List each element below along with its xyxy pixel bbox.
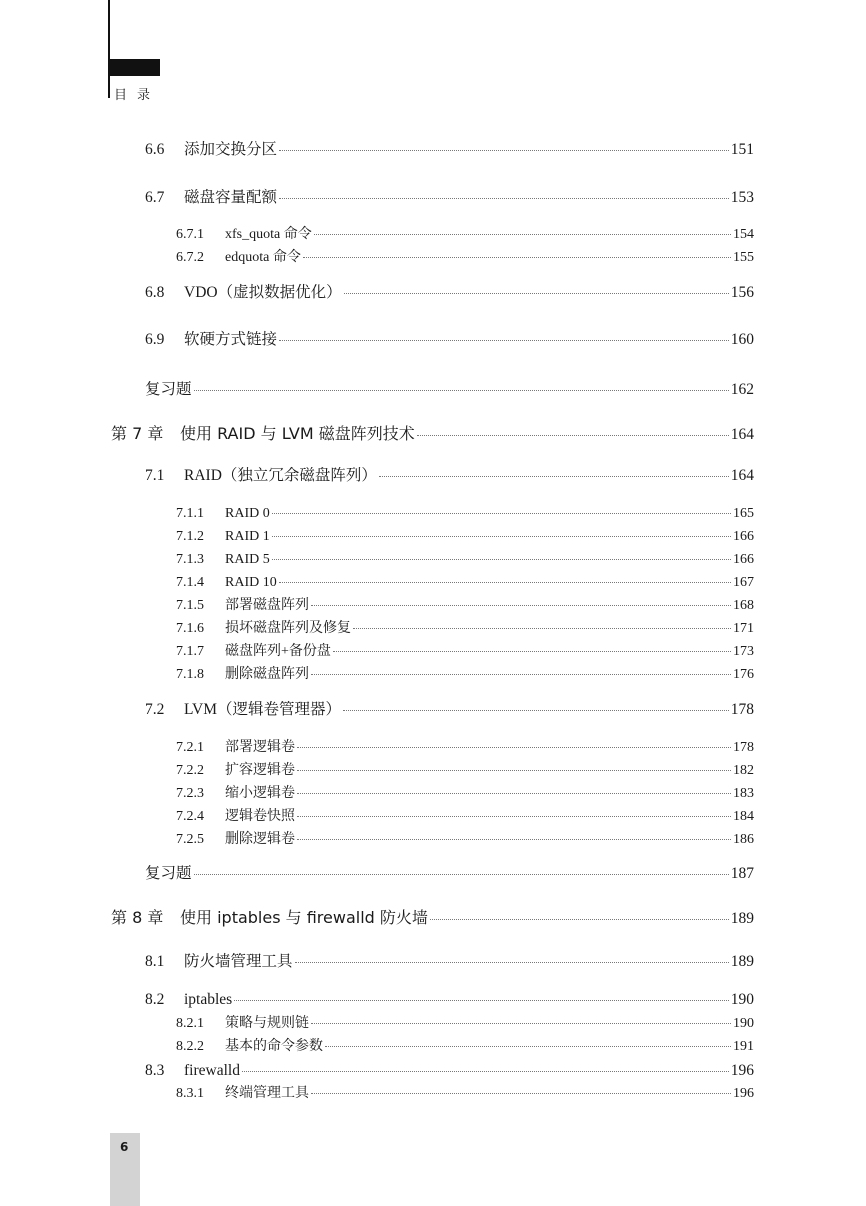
entry-title: RAID 1 — [225, 529, 270, 544]
dot-leader — [297, 733, 731, 748]
entry-title: 复习题 — [145, 865, 192, 882]
entry-number: 7.1.3 — [176, 552, 204, 567]
toc-entry-subsection[interactable] — [176, 246, 754, 266]
entry-page: 153 — [730, 189, 754, 206]
toc-entry-subsection[interactable] — [176, 805, 754, 825]
entry-page: 165 — [733, 506, 754, 521]
entry-number: 6.8 — [145, 284, 165, 301]
entry-title: 基本的命令参数 — [225, 1039, 323, 1054]
entry-number: 8.2.1 — [176, 1016, 204, 1031]
entry-title: 防火墙管理工具 — [184, 953, 293, 970]
entry-number: 7.1 — [145, 467, 165, 484]
entry-title: 损坏磁盘阵列及修复 — [225, 621, 351, 636]
toc-entry-section[interactable] — [145, 1058, 754, 1080]
dot-leader — [279, 325, 729, 342]
entry-title: 删除磁盘阵列 — [225, 667, 309, 682]
entry-title: RAID 5 — [225, 552, 270, 567]
chapter-title: 使用 iptables 与 firewalld 防火墙 — [180, 908, 428, 927]
dot-leader — [303, 243, 731, 258]
dot-leader — [344, 278, 729, 295]
entry-number: 6.7 — [145, 189, 165, 206]
toc-entry-section[interactable] — [145, 697, 754, 719]
entry-title: RAID 0 — [225, 506, 270, 521]
toc-entry-chapter[interactable] — [111, 905, 754, 928]
dot-leader — [279, 183, 729, 200]
entry-page: 184 — [733, 809, 754, 824]
dot-leader — [353, 614, 731, 629]
entry-title: 添加交换分区 — [184, 141, 278, 158]
dot-leader — [311, 1079, 731, 1094]
entry-number: 6.7.1 — [176, 227, 204, 242]
entry-number: 7.2.3 — [176, 786, 204, 801]
toc-entry-chapter[interactable] — [111, 421, 754, 444]
entry-title: iptables — [184, 990, 233, 1008]
toc-entry-review[interactable] — [145, 861, 754, 883]
toc-entry-section[interactable] — [145, 185, 754, 207]
toc-entry-subsection[interactable] — [176, 525, 754, 545]
entry-number: 7.1.1 — [176, 506, 204, 521]
entry-title: firewalld — [184, 1061, 240, 1079]
dot-leader — [314, 220, 731, 235]
entry-page: 190 — [733, 1016, 754, 1031]
entry-page: 154 — [733, 227, 754, 242]
dot-leader — [272, 522, 731, 537]
entry-number: 7.1.8 — [176, 667, 204, 682]
header-block — [110, 59, 160, 76]
entry-page: 151 — [730, 141, 754, 158]
dot-leader — [194, 375, 729, 392]
chapter-number: 第 8 章 — [111, 908, 164, 927]
dot-leader — [311, 591, 731, 606]
entry-number: 7.1.5 — [176, 598, 204, 613]
entry-page: 189 — [730, 910, 754, 927]
entry-title: 软硬方式链接 — [184, 331, 278, 348]
toc-entry-section[interactable] — [145, 949, 754, 971]
dot-leader — [242, 1055, 729, 1072]
toc-entry-subsection[interactable] — [176, 663, 754, 683]
entry-title: xfs_quota 命令 — [225, 227, 312, 242]
dot-leader — [194, 859, 729, 876]
toc-entry-subsection[interactable] — [176, 223, 754, 243]
entry-number: 7.1.6 — [176, 621, 204, 636]
entry-page: 196 — [730, 1061, 754, 1079]
entry-number: 8.2 — [145, 990, 165, 1008]
dot-leader — [297, 756, 731, 771]
toc-entry-subsection[interactable] — [176, 502, 754, 522]
entry-title: RAID（独立冗余磁盘阵列） — [184, 467, 377, 484]
entry-title: 策略与规则链 — [225, 1016, 309, 1031]
dot-leader — [272, 499, 731, 514]
dot-leader — [311, 660, 731, 675]
dot-leader — [333, 637, 731, 652]
entry-page: 171 — [733, 621, 754, 636]
toc-entry-subsection[interactable] — [176, 617, 754, 637]
entry-title: 部署逻辑卷 — [225, 740, 295, 755]
entry-number: 6.7.2 — [176, 250, 204, 265]
entry-number: 7.2.5 — [176, 832, 204, 847]
entry-page: 183 — [733, 786, 754, 801]
entry-title: 磁盘阵列+备份盘 — [225, 644, 331, 659]
entry-page: 167 — [733, 575, 754, 590]
toc-entry-subsection[interactable] — [176, 782, 754, 802]
entry-page: 191 — [733, 1039, 754, 1054]
chapter-number: 第 7 章 — [111, 424, 164, 443]
toc-entry-section[interactable] — [145, 280, 754, 302]
toc-entry-subsection[interactable] — [176, 548, 754, 568]
entry-title: 复习题 — [145, 381, 192, 398]
toc-entry-subsection[interactable] — [176, 828, 754, 848]
entry-page: 196 — [733, 1086, 754, 1101]
entry-page: 164 — [730, 426, 754, 443]
entry-page: 173 — [733, 644, 754, 659]
entry-number: 7.2.4 — [176, 809, 204, 824]
entry-number: 8.2.2 — [176, 1039, 204, 1054]
toc-entry-section[interactable] — [145, 327, 754, 349]
dot-leader — [343, 695, 729, 712]
toc-entry-subsection[interactable] — [176, 594, 754, 614]
dot-leader — [379, 461, 729, 478]
toc-entry-subsection[interactable] — [176, 1035, 754, 1055]
entry-number: 8.3 — [145, 1061, 165, 1079]
entry-title: 逻辑卷快照 — [225, 809, 295, 824]
entry-page: 190 — [730, 990, 754, 1008]
entry-page: 178 — [733, 740, 754, 755]
dot-leader — [234, 984, 729, 1001]
toc-entry-subsection[interactable] — [176, 1082, 754, 1102]
toc-entry-subsection[interactable] — [176, 571, 754, 591]
entry-title: 部署磁盘阵列 — [225, 598, 309, 613]
toc-entry-section[interactable] — [145, 987, 754, 1009]
entry-number: 7.2 — [145, 701, 165, 718]
entry-page: 162 — [730, 381, 754, 398]
entry-page: 166 — [733, 552, 754, 567]
entry-number: 8.3.1 — [176, 1086, 204, 1101]
entry-page: 178 — [730, 701, 754, 718]
entry-page: 156 — [730, 284, 754, 301]
header-rule — [108, 0, 110, 98]
entry-number: 6.9 — [145, 331, 165, 348]
entry-title: 缩小逻辑卷 — [225, 786, 295, 801]
dot-leader — [417, 419, 729, 436]
toc-entry-subsection[interactable] — [176, 759, 754, 779]
entry-number: 7.1.2 — [176, 529, 204, 544]
toc-entry-subsection[interactable] — [176, 640, 754, 660]
entry-page: 166 — [733, 529, 754, 544]
entry-page: 176 — [733, 667, 754, 682]
dot-leader — [325, 1032, 731, 1047]
entry-title: edquota 命令 — [225, 250, 301, 265]
entry-page: 155 — [733, 250, 754, 265]
entry-number: 7.2.2 — [176, 763, 204, 778]
entry-title: LVM（逻辑卷管理器） — [184, 701, 342, 718]
entry-number: 6.6 — [145, 141, 165, 158]
dot-leader — [297, 802, 731, 817]
entry-page: 160 — [730, 331, 754, 348]
entry-number: 7.1.4 — [176, 575, 204, 590]
entry-page: 164 — [730, 467, 754, 484]
dot-leader — [272, 545, 731, 560]
dot-leader — [297, 825, 731, 840]
dot-leader — [279, 135, 729, 152]
entry-page: 189 — [730, 953, 754, 970]
entry-number: 7.1.7 — [176, 644, 204, 659]
toc-entry-subsection[interactable] — [176, 736, 754, 756]
entry-number: 8.1 — [145, 953, 165, 970]
entry-page: 186 — [733, 832, 754, 847]
page-number: 6 — [120, 1140, 129, 1154]
entry-page: 187 — [730, 865, 754, 882]
dot-leader — [311, 1009, 731, 1024]
entry-title: VDO（虚拟数据优化） — [184, 284, 342, 301]
dot-leader — [279, 568, 731, 583]
entry-title: 磁盘容量配额 — [184, 189, 278, 206]
toc-entry-review[interactable] — [145, 377, 754, 399]
dot-leader — [297, 779, 731, 794]
running-title: 目录 — [114, 88, 161, 103]
entry-title: 扩容逻辑卷 — [225, 763, 295, 778]
toc-entry-section[interactable] — [145, 463, 754, 485]
toc-entry-section[interactable] — [145, 137, 754, 159]
entry-page: 168 — [733, 598, 754, 613]
entry-title: RAID 10 — [225, 575, 277, 590]
entry-number: 7.2.1 — [176, 740, 204, 755]
entry-page: 182 — [733, 763, 754, 778]
entry-title: 终端管理工具 — [225, 1086, 309, 1101]
dot-leader — [295, 947, 729, 964]
toc-entry-subsection[interactable] — [176, 1012, 754, 1032]
entry-title: 删除逻辑卷 — [225, 832, 295, 847]
dot-leader — [430, 903, 729, 920]
chapter-title: 使用 RAID 与 LVM 磁盘阵列技术 — [180, 424, 415, 443]
